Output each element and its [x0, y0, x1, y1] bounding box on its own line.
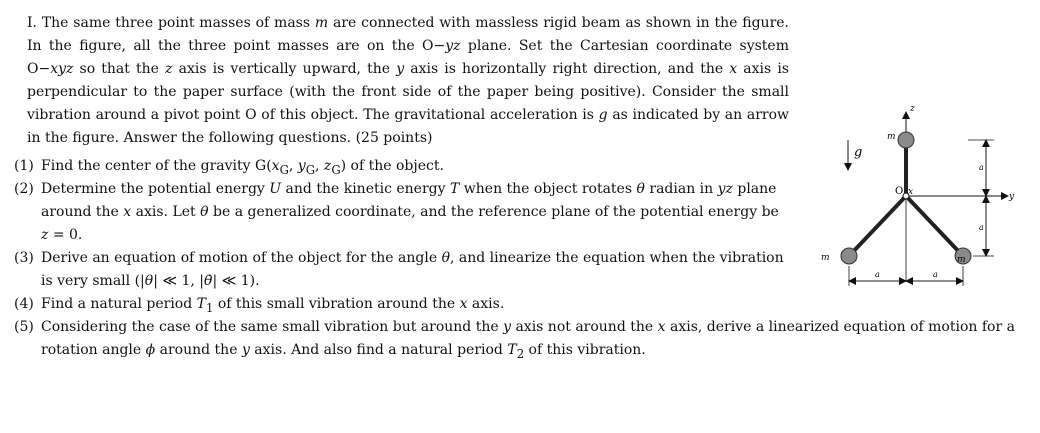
q-text: Find a natural period: [41, 296, 197, 312]
q-text: of this small vibration around the: [213, 296, 460, 312]
var-x: x: [729, 61, 738, 77]
question-number: (5): [14, 319, 34, 335]
mass-label-right: m: [957, 255, 966, 265]
question-5: [14, 316, 1026, 366]
dimension-label-a-lower: a: [979, 223, 984, 232]
z-axis-label: z: [910, 104, 915, 114]
var: x: [271, 158, 280, 174]
var: θ: [441, 250, 450, 266]
var: y: [503, 319, 511, 335]
var: T: [507, 342, 517, 358]
var: x: [123, 204, 132, 220]
figure-three-mass-rigid-body: [818, 100, 1040, 300]
q-text: when the object rotates: [459, 181, 637, 197]
intro-text: so that the: [73, 61, 166, 77]
var: y: [241, 342, 250, 358]
q-text: Derive an equation of motion of the object for the angle: [41, 250, 442, 266]
intro-text: I. The same three point masses of mass: [27, 15, 315, 31]
question-3: [14, 247, 789, 293]
q-text: and the kinetic energy: [281, 181, 450, 197]
y-axis-label: y: [1009, 192, 1015, 202]
subscript: G: [331, 162, 341, 177]
question-number: (4): [14, 296, 34, 312]
q-text: axis. And also find a natural period: [249, 342, 508, 358]
dimension-label-a-right: a: [933, 270, 938, 279]
var: yz: [717, 181, 733, 197]
question-number: (1): [14, 158, 34, 174]
var: θ: [636, 181, 645, 197]
question-number: (3): [14, 250, 34, 266]
problem-intro: [27, 12, 789, 150]
var: z: [41, 227, 49, 243]
var: T: [196, 296, 206, 312]
var: T: [449, 181, 460, 197]
point-mass-left: [841, 248, 857, 264]
q-text: | ≪ 1, |: [153, 273, 204, 289]
q-text: Considering the case of the same small vibration but around the: [41, 319, 504, 335]
var: U: [269, 181, 282, 197]
subscript: 1: [206, 300, 214, 315]
question-number: (2): [14, 181, 34, 197]
var: θ: [144, 273, 154, 289]
subscript: 2: [516, 346, 525, 361]
origin-label: O: [895, 186, 904, 197]
mass-label-left: m: [821, 253, 830, 263]
mass-label-top: m: [887, 132, 896, 142]
var-m: m: [314, 15, 329, 31]
question-body: [41, 316, 1026, 366]
question-body: [41, 247, 789, 293]
dimension-label-a-left: a: [875, 270, 880, 279]
q-text: axis. Let: [131, 204, 201, 220]
x-axis-label: x: [908, 187, 914, 197]
q-text: , and linearize the equation when the vibration is very small (|: [41, 250, 784, 289]
q-text: axis.: [467, 296, 505, 312]
var: θ̇: [204, 273, 213, 289]
q-text: ,: [315, 158, 324, 174]
var: θ: [200, 204, 209, 220]
point-mass-top: [898, 132, 914, 148]
q-text: plane around the: [41, 181, 777, 220]
var: x: [459, 296, 468, 312]
q-text: Find the center of the gravity G(: [41, 158, 272, 174]
var: y: [297, 158, 306, 174]
q-text: axis, derive a linearized equation of motion for a rotation angle: [41, 319, 1015, 358]
q-text: ) of the object.: [340, 158, 444, 174]
q-text: | ≪ 1).: [212, 273, 260, 289]
var: x: [657, 319, 666, 335]
subscript: G: [305, 162, 316, 177]
var-xyz: xyz: [50, 61, 74, 77]
intro-text: axis is vertically upward, the: [172, 61, 397, 77]
q-text: axis not around the: [511, 319, 658, 335]
question-2: [14, 178, 789, 247]
var-g: g: [598, 107, 608, 123]
var: ϕ: [145, 342, 156, 358]
q-text: ,: [288, 158, 298, 174]
q-text: be a generalized coordinate, and the reference plane of the potential energy be: [208, 204, 779, 220]
question-body: [41, 178, 789, 247]
dimension-label-a-upper: a: [979, 163, 984, 172]
intro-text: as indicated by an arrow in the figure. Answer the following questions. (25 points): [27, 107, 789, 146]
subscript: G: [279, 162, 289, 177]
intro-text: axis is perpendicular to the paper surface (with the front side of the paper being positive). Consider the small vibration around a pivot point O of this object. The gravitational acceleration is: [27, 61, 789, 123]
q-text: around the: [155, 342, 242, 358]
q-text: = 0.: [48, 227, 83, 243]
gravity-label: g: [854, 145, 863, 160]
q-text: radian in: [644, 181, 718, 197]
q-text: of this vibration.: [524, 342, 646, 358]
var-y: y: [396, 61, 405, 77]
var-z: z: [165, 61, 173, 77]
intro-text: axis is horizontally right direction, and the: [404, 61, 730, 77]
intro-text: plane. Set the Cartesian coordinate system O−: [27, 38, 789, 77]
var-yz: yz: [445, 38, 461, 54]
var: z: [323, 158, 332, 174]
intro-text: are connected with massless rigid beam as shown in the figure. In the figure, all the three point masses are on the O−: [27, 15, 789, 54]
q-text: Determine the potential energy: [41, 181, 270, 197]
